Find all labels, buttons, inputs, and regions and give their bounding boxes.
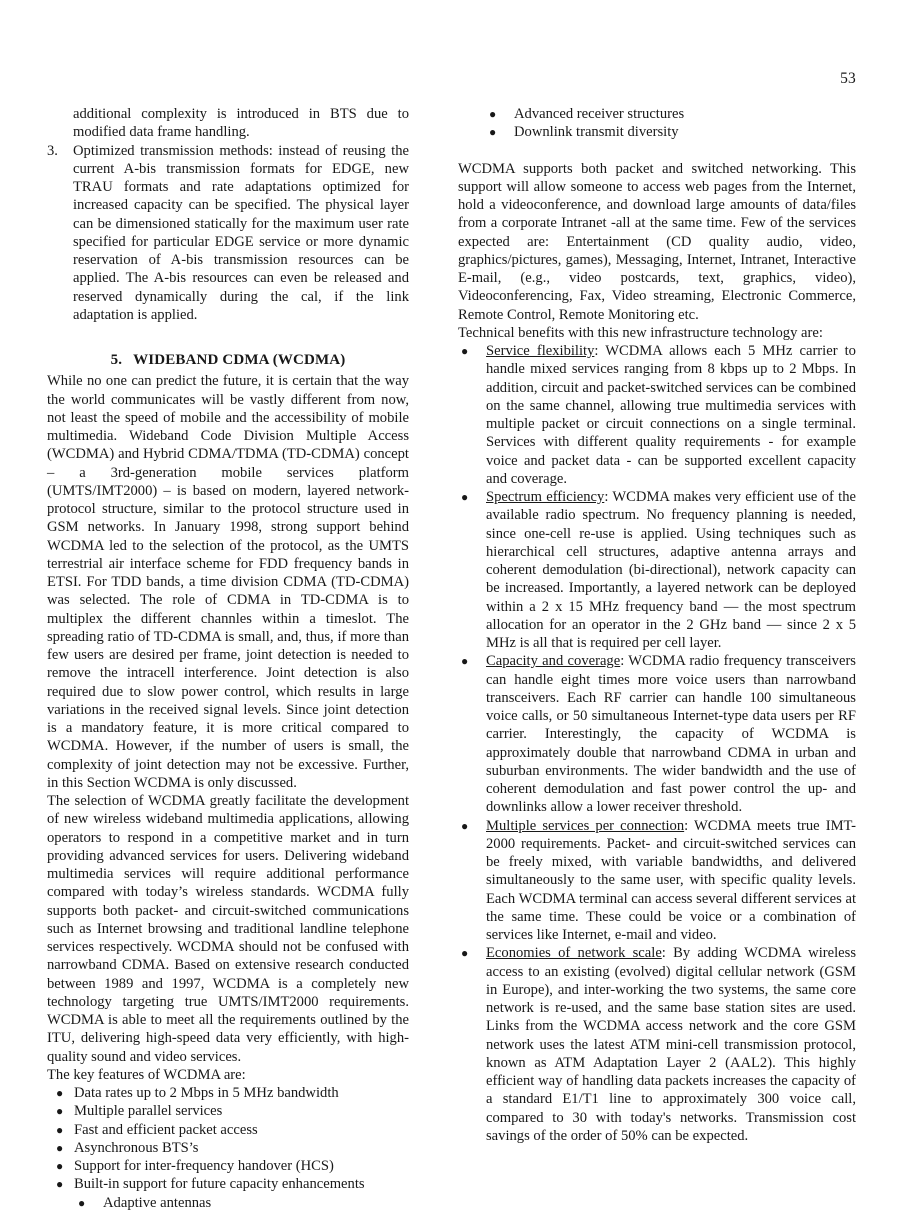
- list-item-label: Multiple parallel services: [74, 1103, 223, 1120]
- list-item: [458, 342, 856, 488]
- paragraph-wcdma-selection: The selection of WCDMA greatly facilitate the development of new wireless wideband multimedia applications, allowing operators to respond in a competitive market and in turn providing advanced services for users. Delivering wideband multimedia services will require additional performance compared with today’s wireless standards. WCDMA fully supports both packet- and circuit-switched communications such as Internet browsing and traditional landline telephone services respectively. WCDMA should not be confused with narrowband CDMA. Based on extensive research conducted between 1989 and 1997, WCDMA is a completely new technology targeting true UMTS/IMT2000 requirements. WCDMA is able to meet all the requirements outlined by the ITU, delivering high-speed data very efficiently, with high-quality sound and video services.: [47, 793, 409, 1065]
- benefit-body: : By adding WCDMA wireless access to an existing (evolved) digital cellular network (GSM in Europe), and inter-working the two systems, the same core network is re-used, and the same base station sites are used. Links from the WCDMA access network and the core GSM network uses the latest ATM mini-cell transmission protocol, known as ATM Adaptation Layer 2 (AAL2). This highly efficient way of handling data packets increases the capacity of a standard E1/T1 line to approximately 300 voice call, compared to 30 with today's networks. Transmission cost savings of the order of 50% can be expected.: [486, 945, 856, 1144]
- list-item: [458, 105, 856, 123]
- list-item-label: Advanced receiver structures: [514, 106, 685, 122]
- paragraph-technical-benefits-lead: Technical benefits with this new infrastructure technology are:: [458, 324, 823, 341]
- list-item: [458, 488, 856, 652]
- section-number: 5.: [110, 352, 123, 368]
- bullet-icon: ●: [461, 490, 469, 504]
- list-item: [458, 652, 856, 816]
- bullet-icon: ●: [461, 946, 469, 961]
- list-item: [47, 1084, 409, 1102]
- continued-paragraph: additional complexity is introduced in BTS due to modified data frame handling.: [73, 106, 409, 141]
- bullet-icon: ●: [56, 1140, 64, 1155]
- list-item-text: Optimized transmission methods: instead of reusing the current A-bis transmission formats for EDGE, new TRAU formats and rate adaptations optimized for increased capacity can be specified. The physical layer can be dimensioned statically for the maximum user rate specified for particular EDGE service or more dynamic reservation of A-bis transmission resources can be applied. The A-bis resources can even be released and reserved dynamically during the cal, if the link adaptation is applied.: [73, 142, 409, 323]
- list-item-label: Built-in support for future capacity enhancements: [74, 1176, 365, 1193]
- benefit-body: : WCDMA radio frequency transceivers can handle eight times more voice users than narrowband transceivers. Each RF carrier can handle 100 simultaneous voice calls, or 50 simultaneous Internet-type data users per RF carrier. Interestingly, the capacity of WCDMA is approximately double that narrowband CDMA in urban and suburban environments. The wider bandwidth and the use of coherent demodulation and fast power control the up- and downlinks allow a lower receiver threshold.: [486, 653, 856, 816]
- bullet-icon: ●: [78, 1195, 86, 1210]
- bullet-icon: ●: [56, 1177, 64, 1192]
- benefit-body: : WCDMA meets true IMT-2000 requirements. Packet- and circuit-switched services can be freely mixed, with variable bandwidths, and delivered simultaneously to the same user, with specific quality levels. Each WCDMA terminal can access several different services at the same time. These could be voice or a combination of services like Internet, e-mail and video.: [486, 817, 856, 943]
- list-item: [47, 1194, 409, 1212]
- benefit-term: Capacity and coverage: [486, 653, 621, 670]
- right-column: [458, 105, 856, 1145]
- benefit-term: Economies of network scale: [486, 945, 662, 962]
- paragraph-packet-switched-networking: WCDMA supports both packet and switched networking. This support will allow someone to access web pages from the Internet, hold a videoconference, and download large amounts of data/files from a corporate Intranet -all at the same time. Few of the services expected are: Entertainment (CD quality audio, video, graphics/pictures, games), Messaging, Internet, Intranet, Interactive E-mail, (e.g., video postcards, text, graphics, video), Videoconferencing, Fax, Video streaming, Electronic Commerce, Remote Control, Remote Monitoring etc.: [458, 160, 856, 323]
- list-number: 3.: [47, 142, 58, 159]
- bullet-icon: ●: [56, 1104, 64, 1119]
- numbered-list-item: [47, 142, 409, 325]
- bullet-icon: ●: [56, 1159, 64, 1173]
- bullet-icon: ●: [461, 818, 469, 833]
- page-number: 53: [840, 70, 856, 87]
- list-item-label: Fast and efficient packet access: [74, 1121, 258, 1138]
- benefit-body: : WCDMA makes very efficient use of the available radio spectrum. No frequency planning is needed, since one-cell re-use is applied. Using techniques such as hierarchical cell structures, adaptive antenna arrays and coherent demodulation (bi-directional), network capacity can be increased. Importantly, a layered network can be deployed within a 2 x 15 MHz frequency band — the most spectrum allocation for an operator in the 2 GHz band — since 2 x 5 MHz is all that is required per cell layer.: [486, 489, 856, 651]
- section-heading: [47, 351, 409, 369]
- list-item: [458, 817, 856, 945]
- bullet-icon: ●: [461, 344, 469, 358]
- paragraph-spacer: [458, 142, 856, 160]
- bullet-icon: ●: [56, 1122, 64, 1137]
- benefit-term: Service flexibility: [486, 343, 595, 359]
- list-item-label: Data rates up to 2 Mbps in 5 MHz bandwidth: [74, 1085, 339, 1101]
- list-item-label: Adaptive antennas: [103, 1194, 212, 1211]
- benefit-body: : WCDMA allows each 5 MHz carrier to handle mixed services ranging from 8 kbps up to 2 Mbps. In addition, circuit and packet-switched services can be combined on the same channel, allowing true multimedia services with multiple packet or circuit connections on a single terminal. Services with different quality requirements - for example voice and packet data - can be supported excellent capacity and coverage.: [486, 343, 856, 487]
- bullet-icon: ●: [489, 107, 497, 121]
- benefit-term: Spectrum efficiency: [486, 489, 605, 505]
- technical-benefits-list: [458, 342, 856, 1145]
- list-item-label: Support for inter-frequency handover (HCS): [74, 1158, 334, 1174]
- list-item: [47, 1157, 409, 1175]
- section-title: WIDEBAND CDMA (WCDMA): [133, 352, 346, 368]
- list-item-label: Asynchronous BTS’s: [74, 1139, 199, 1156]
- paragraph-key-features-lead: The key features of WCDMA are:: [47, 1066, 246, 1083]
- paragraph-wcdma-intro: While no one can predict the future, it is certain that the way the world communicates will be vastly different from now, not least the speed of mobile and the accessibility of mobile multimedia. Wideband Code Division Multiple Access (WCDMA) and Hybrid CDMA/TDMA (TD-CDMA) concept – a 3rd-generation mobile services platform (UMTS/IMT2000) – is based on modern, layered network-protocol structure, similar to the protocol structure used in GSM networks. In January 1998, strong support behind WCDMA led to the selection of the protocol, as the UMTS terrestrial air interface scheme for FDD frequency bands in ETSI. For TDD bands, a time division CDMA (TD-CDMA) was selected. The role of CDMA in TD-CDMA is to multiplex the different channles within a timeslot. The spreading ratio of TD-CDMA is small, and, thus, if more than few users are desired per frame, joint detection is needed to remove the intracell interference. Joint detection is also required due to slow power control, which results in large variations in the received signal levels. Since joint detection is a mandatory feature, it is more critical compared to WCDMA. However, if the number of users is small, the complexity of joint detection may not be excessive. Further, in this Section WCDMA is only discussed.: [47, 373, 409, 791]
- list-item: [47, 1102, 409, 1120]
- continued-sublist: [458, 105, 856, 142]
- list-item: [47, 1175, 409, 1193]
- bullet-icon: ●: [489, 125, 497, 140]
- list-item: [47, 1121, 409, 1139]
- list-item: [458, 123, 856, 141]
- list-item: [47, 1139, 409, 1157]
- bullet-icon: ●: [56, 1086, 64, 1100]
- bullet-icon: ●: [461, 654, 469, 669]
- key-features-sublist: [47, 1194, 409, 1212]
- list-item-label: Downlink transmit diversity: [514, 124, 679, 141]
- key-features-list: [47, 1084, 409, 1194]
- benefit-term: Multiple services per connection: [486, 817, 685, 834]
- left-column: [47, 105, 409, 1212]
- list-item: [458, 944, 856, 1145]
